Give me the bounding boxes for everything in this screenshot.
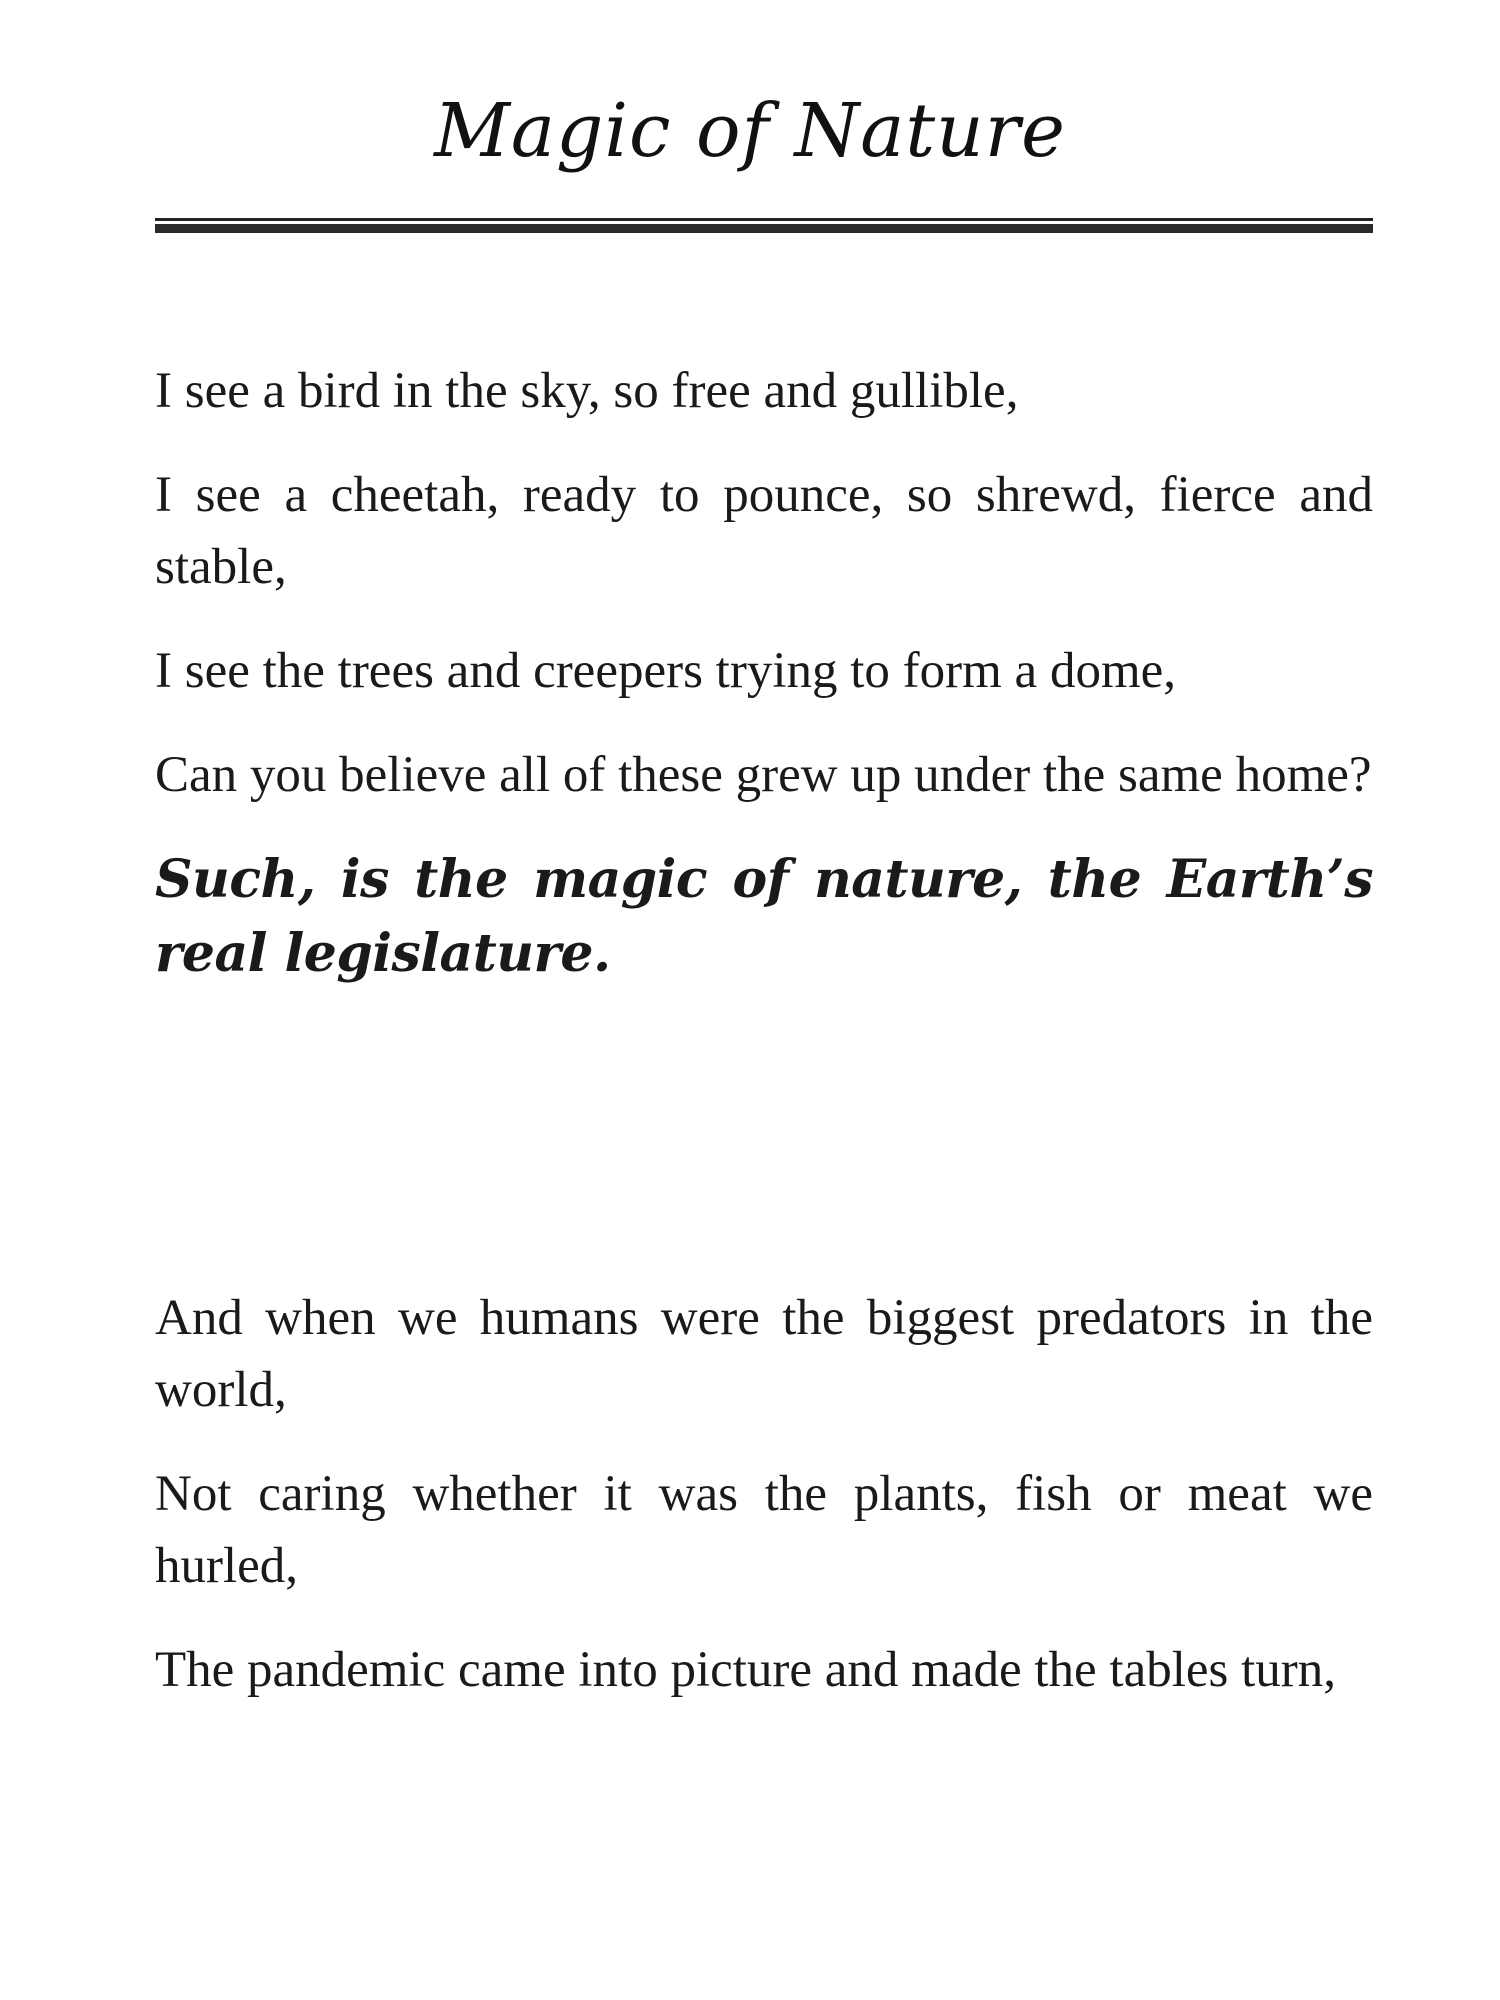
- poem-line: I see a cheetah, ready to pounce, so shrewd, fierce and stable,: [155, 467, 1373, 595]
- poem-refrain: Such, is the magic of nature, the Earth’s real legislature.: [155, 849, 1373, 984]
- poem-line: I see the trees and creepers trying to form a dome,: [155, 643, 1176, 699]
- stanza-2: [155, 1282, 1373, 1738]
- poem-title: Magic of Nature: [434, 88, 1066, 174]
- divider-thick-line: [155, 224, 1373, 233]
- poem-line: Can you believe all of these grew up under the same home?: [155, 747, 1372, 803]
- poem-line: Not caring whether it was the plants, fish or meat we hurled,: [155, 1466, 1373, 1594]
- poem-line: And when we humans were the biggest predators in the world,: [155, 1290, 1373, 1418]
- title-divider: [155, 218, 1373, 234]
- poem-line: The pandemic came into picture and made the tables turn,: [155, 1642, 1337, 1698]
- divider-thin-line: [155, 218, 1373, 221]
- stanza-1: [155, 355, 1373, 991]
- poem-line: I see a bird in the sky, so free and gullible,: [155, 363, 1019, 419]
